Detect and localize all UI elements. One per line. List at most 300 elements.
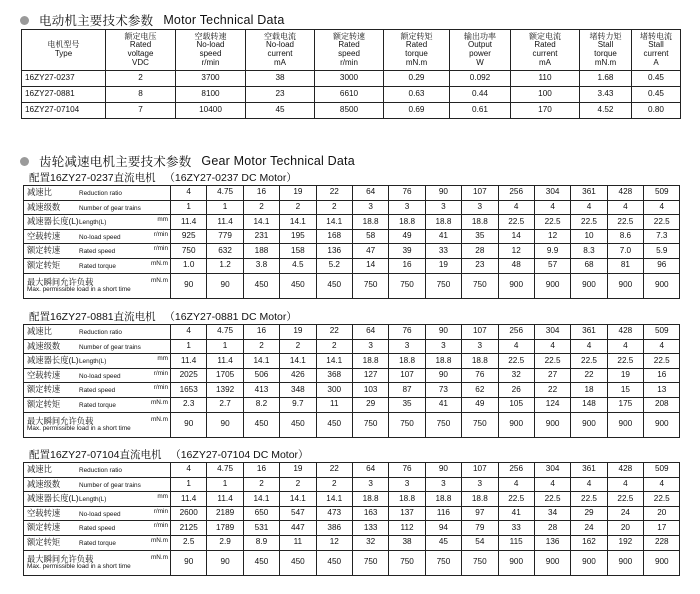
gear-value-cell: 3 — [352, 339, 388, 354]
gear-table-3-caption: 配置16ZY27-07104直流电机 （16ZY27-07104 DC Motor） — [29, 449, 309, 461]
gear-value-cell: 361 — [571, 463, 607, 478]
gear-value-cell: 32 — [498, 368, 534, 383]
gear-value-cell: 4 — [171, 463, 207, 478]
motor-value-cell: 8100 — [176, 87, 246, 103]
gear-value-cell: 137 — [389, 506, 425, 521]
gear-value-cell: 4 — [644, 339, 680, 354]
gear-value-cell: 19 — [280, 186, 316, 201]
gear-value-cell: 5.2 — [316, 258, 352, 273]
gear-value-cell: 509 — [644, 463, 680, 478]
gear-row-label — [24, 273, 171, 298]
gear-value-cell: 900 — [571, 550, 607, 575]
gear-value-cell: 4 — [534, 477, 570, 492]
gear-row-label-cn: 额定转速 — [27, 245, 61, 256]
gear-value-cell: 22 — [571, 368, 607, 383]
gear-value-cell: 4 — [534, 339, 570, 354]
gear-table-row — [24, 412, 680, 437]
bullet-icon — [20, 157, 29, 166]
gear-value-cell: 22 — [316, 325, 352, 340]
motor-header-cell — [315, 30, 384, 71]
motor-value-cell: 1.68 — [580, 71, 632, 87]
motor-header-line: 电机型号 — [47, 40, 80, 50]
gear-value-cell: 17 — [644, 521, 680, 536]
motor-header-line: voltage — [127, 49, 154, 58]
gear-value-cell: 22 — [316, 186, 352, 201]
gear-value-cell: 509 — [644, 186, 680, 201]
motor-header-line: r/min — [201, 57, 220, 67]
gear-value-cell: 195 — [280, 229, 316, 244]
gear-value-cell: 450 — [280, 550, 316, 575]
motor-header-line: mN.m — [594, 57, 617, 67]
gear-table-1-caption: 配置16ZY27-0237直流电机 （16ZY27-0237 DC Motor） — [29, 172, 297, 184]
gear-value-cell: 8.6 — [607, 229, 643, 244]
motor-header-line: No-load — [196, 40, 225, 50]
motor-header-line: torque — [594, 49, 617, 58]
motor-value-cell: 7 — [106, 103, 176, 119]
gear-value-cell: 112 — [389, 521, 425, 536]
gear-value-cell: 348 — [280, 383, 316, 398]
gear-value-cell: 107 — [462, 325, 498, 340]
gear-value-cell: 64 — [352, 325, 388, 340]
gear-row-label — [24, 244, 171, 259]
gear-value-cell: 22.5 — [644, 215, 680, 230]
gear-table-row — [24, 215, 680, 230]
motor-value-cell: 45 — [246, 103, 315, 119]
motor-header-line: 堵转力矩 — [589, 31, 622, 41]
motor-header-line: current — [532, 49, 558, 58]
gear-value-cell: 3 — [389, 200, 425, 215]
motor-header-line: 堵转电流 — [640, 31, 672, 41]
gear-value-cell: 20 — [607, 521, 643, 536]
gear-table-row — [24, 186, 680, 201]
gear-row-label — [24, 258, 171, 273]
gear-value-cell: 18.8 — [425, 492, 461, 507]
gear-value-cell: 16 — [243, 463, 279, 478]
gear-table-row — [24, 354, 680, 369]
gear-value-cell: 18.8 — [425, 215, 461, 230]
gear-value-cell: 13 — [644, 383, 680, 398]
gear-value-cell: 76 — [389, 325, 425, 340]
gear-value-cell: 2 — [280, 339, 316, 354]
gear-value-cell: 4 — [498, 339, 534, 354]
motor-type-cell: 16ZY27-0881 — [22, 87, 106, 103]
gear-value-cell: 304 — [534, 325, 570, 340]
gear-row-label-cn: 空载转速 — [27, 369, 61, 380]
gear-row-label — [24, 200, 171, 215]
gear-value-cell: 18.8 — [389, 492, 425, 507]
gear-value-cell: 22.5 — [607, 215, 643, 230]
gear-value-cell: 11.4 — [171, 215, 207, 230]
gear-value-cell: 68 — [571, 258, 607, 273]
gear-value-cell: 779 — [207, 229, 243, 244]
gear-value-cell: 1 — [171, 477, 207, 492]
gear-value-cell: 18.8 — [389, 354, 425, 369]
gear-row-unit: mN.m — [150, 398, 168, 406]
gear-value-cell: 18.8 — [352, 215, 388, 230]
gear-row-label-cn: 减速比 — [27, 463, 52, 474]
gear-value-cell: 300 — [316, 383, 352, 398]
motor-value-cell: 38 — [246, 71, 315, 87]
gear-value-cell: 1 — [171, 339, 207, 354]
gear-value-cell: 3 — [389, 339, 425, 354]
gear-value-cell: 900 — [607, 273, 643, 298]
gear-value-cell: 163 — [352, 506, 388, 521]
gear-row-unit: mN.m — [150, 415, 168, 423]
gear-value-cell: 3 — [462, 200, 498, 215]
motor-header-line: W — [476, 57, 484, 67]
motor-value-cell: 3000 — [315, 71, 384, 87]
gear-value-cell: 1392 — [207, 383, 243, 398]
gear-value-cell: 3 — [352, 200, 388, 215]
motor-header-cell — [176, 30, 246, 71]
gear-value-cell: 4 — [607, 477, 643, 492]
motor-value-cell: 0.61 — [450, 103, 511, 119]
gear-value-cell: 49 — [462, 397, 498, 412]
gear-table-row — [24, 506, 680, 521]
gear-table-1 — [23, 185, 680, 299]
gear-value-cell: 304 — [534, 463, 570, 478]
gear-value-cell: 14.1 — [316, 492, 352, 507]
gear-value-cell: 19 — [425, 258, 461, 273]
gear-row-label-en: Max. permissible load in a short time — [27, 285, 131, 293]
gear-value-cell: 14.1 — [280, 354, 316, 369]
gear-value-cell: 188 — [243, 244, 279, 259]
gear-table-3 — [23, 462, 680, 576]
motor-value-cell: 8 — [106, 87, 176, 103]
gear-table-2-caption: 配置16ZY27-0881直流电机 （16ZY27-0881 DC Motor） — [29, 311, 297, 323]
gear-row-label-cn: 减速器长度(L) — [27, 216, 79, 227]
gear-value-cell: 4 — [171, 325, 207, 340]
motor-header-line: 空载转速 — [194, 31, 227, 41]
gear-value-cell: 22 — [316, 463, 352, 478]
motor-value-cell: 0.092 — [450, 71, 511, 87]
gear-table-row — [24, 244, 680, 259]
motor-header-line: Rated — [405, 40, 428, 50]
gear-value-cell: 14.1 — [243, 215, 279, 230]
gear-value-cell: 900 — [498, 550, 534, 575]
motor-header-cell — [511, 30, 580, 71]
gear-value-cell: 506 — [243, 368, 279, 383]
motor-header-cell — [632, 30, 681, 71]
gear-value-cell: 76 — [462, 368, 498, 383]
gear-value-cell: 750 — [425, 550, 461, 575]
gear-row-label-en: No-load speed — [79, 372, 121, 380]
gear-value-cell: 22.5 — [571, 215, 607, 230]
gear-value-cell: 64 — [352, 463, 388, 478]
gear-value-cell: 32 — [352, 535, 388, 550]
gear-table-row — [24, 550, 680, 575]
gear-value-cell: 304 — [534, 186, 570, 201]
gear-value-cell: 4 — [607, 200, 643, 215]
gear-value-cell: 14.1 — [243, 354, 279, 369]
gear-value-cell: 256 — [498, 463, 534, 478]
gear-value-cell: 136 — [316, 244, 352, 259]
gear-row-label-cn: 最大瞬间允许负载 — [27, 415, 94, 426]
gear-value-cell: 22.5 — [644, 354, 680, 369]
gear-value-cell: 413 — [243, 383, 279, 398]
bullet-icon — [20, 16, 29, 25]
gear-row-unit: r/min — [153, 507, 168, 515]
gear-value-cell: 87 — [389, 383, 425, 398]
motor-header-line: speed — [338, 49, 360, 58]
gear-value-cell: 18 — [571, 383, 607, 398]
gear-row-label-en: Rated torque — [79, 262, 116, 270]
gear-value-cell: 19 — [280, 463, 316, 478]
gear-row-label-cn: 额定转矩 — [27, 398, 61, 409]
gear-value-cell: 750 — [389, 412, 425, 437]
motor-header-line: mN.m — [405, 57, 428, 67]
motor-header-cell — [450, 30, 511, 71]
gear-value-cell: 14.1 — [243, 492, 279, 507]
motor-value-cell: 3700 — [176, 71, 246, 87]
gear-value-cell: 22.5 — [498, 354, 534, 369]
gear-value-cell: 4 — [498, 200, 534, 215]
gear-value-cell: 428 — [607, 463, 643, 478]
motor-technical-table — [21, 29, 681, 119]
gear-value-cell: 16 — [644, 368, 680, 383]
gear-value-cell: 35 — [389, 397, 425, 412]
gear-value-cell: 750 — [352, 550, 388, 575]
gear-value-cell: 3 — [425, 339, 461, 354]
gear-section-title-cn: 齿轮减速电机主要技术参数 — [39, 155, 192, 169]
motor-header-line: power — [469, 49, 491, 58]
gear-value-cell: 94 — [425, 521, 461, 536]
gear-row-label-en: Rated torque — [79, 401, 116, 409]
motor-value-cell: 4.52 — [580, 103, 632, 119]
gear-row-label — [24, 186, 171, 201]
gear-value-cell: 14.1 — [316, 215, 352, 230]
gear-value-cell: 19 — [280, 325, 316, 340]
gear-value-cell: 7.0 — [607, 244, 643, 259]
gear-value-cell: 900 — [571, 412, 607, 437]
gear-row-label — [24, 550, 171, 575]
gear-table-row — [24, 521, 680, 536]
motor-header-line: mA — [539, 57, 551, 67]
gear-value-cell: 4 — [571, 200, 607, 215]
motor-table-body — [22, 71, 681, 119]
motor-header-cell — [580, 30, 632, 71]
gear-value-cell: 22.5 — [607, 492, 643, 507]
gear-value-cell: 1.2 — [207, 258, 243, 273]
gear-value-cell: 1 — [207, 477, 243, 492]
gear-table-row — [24, 258, 680, 273]
motor-value-cell: 10400 — [176, 103, 246, 119]
motor-value-cell: 0.69 — [384, 103, 450, 119]
gear-value-cell: 900 — [498, 412, 534, 437]
gear-value-cell: 900 — [571, 273, 607, 298]
gear-value-cell: 18.8 — [462, 354, 498, 369]
gear-value-cell: 33 — [498, 521, 534, 536]
gear-table-row — [24, 273, 680, 298]
gear-value-cell: 115 — [498, 535, 534, 550]
gear-value-cell: 136 — [534, 535, 570, 550]
gear-value-cell: 900 — [498, 273, 534, 298]
gear-value-cell: 11 — [280, 535, 316, 550]
gear-value-cell: 39 — [389, 244, 425, 259]
gear-row-label-cn: 最大瞬间允许负载 — [27, 553, 94, 564]
gear-value-cell: 124 — [534, 397, 570, 412]
motor-header-line: Rated — [338, 40, 360, 50]
gear-value-cell: 22.5 — [534, 215, 570, 230]
gear-value-cell: 900 — [644, 412, 680, 437]
gear-value-cell: 64 — [352, 186, 388, 201]
motor-value-cell: 100 — [511, 87, 580, 103]
gear-value-cell: 41 — [425, 397, 461, 412]
gear-value-cell: 127 — [352, 368, 388, 383]
gear-value-cell: 2 — [280, 477, 316, 492]
gear-row-label-en: Reduction ratio — [79, 328, 122, 336]
motor-section-heading — [20, 11, 285, 29]
gear-value-cell: 4.75 — [207, 463, 243, 478]
gear-value-cell: 12 — [534, 229, 570, 244]
gear-value-cell: 162 — [571, 535, 607, 550]
gear-value-cell: 27 — [534, 368, 570, 383]
gear-value-cell: 3 — [389, 477, 425, 492]
gear-value-cell: 19 — [607, 368, 643, 383]
gear-value-cell: 2 — [316, 200, 352, 215]
gear-value-cell: 45 — [425, 535, 461, 550]
motor-header-line: VDC — [132, 57, 149, 67]
gear-row-unit: r/min — [153, 230, 168, 238]
gear-value-cell: 9.9 — [534, 244, 570, 259]
gear-value-cell: 116 — [425, 506, 461, 521]
gear-row-label-en: Rated speed — [79, 525, 116, 533]
gear-table-row — [24, 339, 680, 354]
motor-header-line: 空载电流 — [264, 31, 296, 41]
gear-row-unit: mN.m — [150, 536, 168, 544]
gear-row-label-cn: 减速级数 — [27, 340, 61, 351]
gear-value-cell: 4.5 — [280, 258, 316, 273]
gear-value-cell: 750 — [389, 550, 425, 575]
gear-row-unit: r/min — [153, 369, 168, 377]
gear-row-unit: r/min — [153, 522, 168, 530]
gear-table-row — [24, 535, 680, 550]
gear-value-cell: 450 — [316, 273, 352, 298]
gear-value-cell: 90 — [207, 412, 243, 437]
gear-value-cell: 1 — [207, 339, 243, 354]
gear-value-cell: 18.8 — [462, 215, 498, 230]
gear-row-label-en: Rated torque — [79, 539, 116, 547]
gear-value-cell: 148 — [571, 397, 607, 412]
gear-value-cell: 900 — [534, 412, 570, 437]
gear-row-label-en: Max. permissible load in a short time — [27, 424, 131, 432]
gear-value-cell: 90 — [171, 412, 207, 437]
gear-value-cell: 632 — [207, 244, 243, 259]
motor-header-line: No-load — [265, 40, 294, 50]
gear-value-cell: 18.8 — [352, 492, 388, 507]
gear-value-cell: 2189 — [207, 506, 243, 521]
gear-row-unit: r/min — [153, 384, 168, 392]
gear-value-cell: 12 — [498, 244, 534, 259]
gear-value-cell: 4 — [607, 339, 643, 354]
gear-row-unit: r/min — [153, 245, 168, 253]
gear-table-row — [24, 492, 680, 507]
gear-row-label-cn: 最大瞬间允许负载 — [27, 276, 94, 287]
gear-value-cell: 22.5 — [571, 354, 607, 369]
motor-header-line: Rated — [129, 40, 152, 50]
gear-row-label-cn: 额定转速 — [27, 384, 61, 395]
gear-value-cell: 531 — [243, 521, 279, 536]
motor-header-line: Stall — [597, 40, 614, 50]
gear-row-label-en: Length(L) — [79, 219, 107, 227]
gear-value-cell: 24 — [571, 521, 607, 536]
gear-value-cell: 3 — [462, 477, 498, 492]
gear-value-cell: 28 — [534, 521, 570, 536]
gear-value-cell: 103 — [352, 383, 388, 398]
gear-value-cell: 22.5 — [607, 354, 643, 369]
gear-value-cell: 208 — [644, 397, 680, 412]
motor-header-line: Type — [54, 49, 73, 58]
gear-row-unit: mm — [157, 216, 168, 224]
motor-value-cell: 23 — [246, 87, 315, 103]
gear-value-cell: 107 — [462, 463, 498, 478]
gear-value-cell: 90 — [425, 368, 461, 383]
gear-value-cell: 2.9 — [207, 535, 243, 550]
gear-value-cell: 11.4 — [171, 492, 207, 507]
gear-value-cell: 22.5 — [571, 492, 607, 507]
gear-value-cell: 547 — [280, 506, 316, 521]
gear-value-cell: 2600 — [171, 506, 207, 521]
gear-value-cell: 54 — [462, 535, 498, 550]
motor-header-line: r/min — [340, 57, 358, 67]
gear-value-cell: 49 — [389, 229, 425, 244]
gear-value-cell: 256 — [498, 325, 534, 340]
gear-value-cell: 4.75 — [207, 186, 243, 201]
gear-row-label-cn: 空载转速 — [27, 230, 61, 241]
gear-value-cell: 14 — [352, 258, 388, 273]
gear-table-row — [24, 463, 680, 478]
gear-row-label — [24, 463, 171, 478]
gear-value-cell: 96 — [644, 258, 680, 273]
motor-table-row — [22, 87, 681, 103]
gear-row-label — [24, 215, 171, 230]
gear-value-cell: 175 — [607, 397, 643, 412]
gear-row-label-cn: 减速级数 — [27, 201, 61, 212]
gear-value-cell: 3.8 — [243, 258, 279, 273]
gear-value-cell: 168 — [316, 229, 352, 244]
gear-value-cell: 900 — [534, 273, 570, 298]
gear-row-label-en: Length(L) — [79, 496, 107, 504]
gear-value-cell: 14.1 — [316, 354, 352, 369]
gear-value-cell: 1.0 — [171, 258, 207, 273]
gear-row-label-cn: 额定转矩 — [27, 536, 61, 547]
gear-value-cell: 750 — [425, 273, 461, 298]
gear-value-cell: 4 — [534, 200, 570, 215]
gear-row-unit: mN.m — [150, 276, 168, 284]
gear-value-cell: 58 — [352, 229, 388, 244]
gear-value-cell: 900 — [644, 550, 680, 575]
gear-value-cell: 33 — [425, 244, 461, 259]
gear-value-cell: 256 — [498, 186, 534, 201]
gear-value-cell: 15 — [607, 383, 643, 398]
motor-header-line: mA — [274, 57, 286, 67]
gear-row-label-cn: 减速比 — [27, 325, 52, 336]
gear-value-cell: 750 — [462, 412, 498, 437]
gear-row-label-en: Number of gear trains — [79, 343, 141, 351]
gear-row-label-cn: 减速器长度(L) — [27, 493, 79, 504]
motor-header-line: 额定电流 — [529, 31, 561, 41]
gear-value-cell: 450 — [280, 412, 316, 437]
gear-value-cell: 4 — [644, 477, 680, 492]
gear-table-row — [24, 477, 680, 492]
gear-value-cell: 8.9 — [243, 535, 279, 550]
gear-value-cell: 11.4 — [207, 215, 243, 230]
gear-value-cell: 473 — [316, 506, 352, 521]
gear-row-label-en: Number of gear trains — [79, 481, 141, 489]
motor-value-cell: 170 — [511, 103, 580, 119]
gear-value-cell: 107 — [462, 186, 498, 201]
gear-value-cell: 79 — [462, 521, 498, 536]
